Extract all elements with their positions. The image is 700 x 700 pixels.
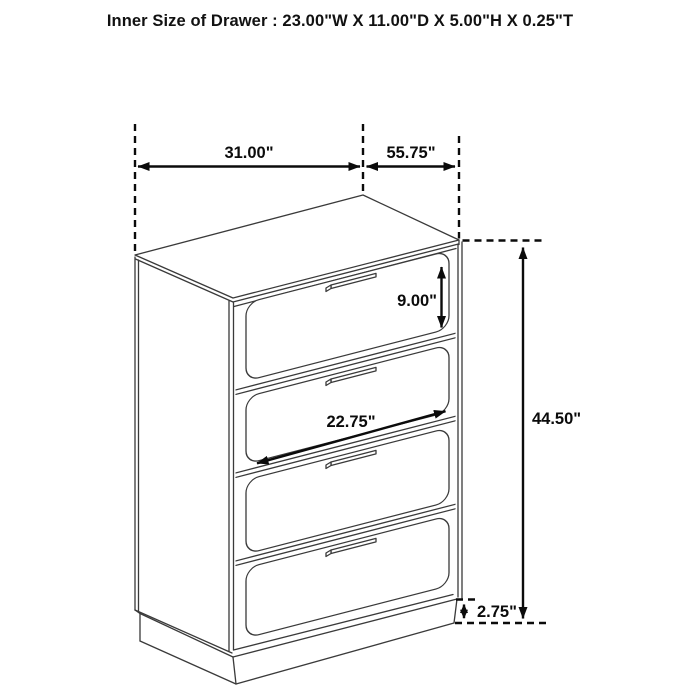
- diagram-title: Inner Size of Drawer : 23.00"W X 11.00"D X 5.00"H X 0.25"T: [106, 12, 574, 30]
- dim-label-top-depth: 55.75": [386, 144, 436, 162]
- cabinet-left-side: [135, 257, 234, 653]
- chest-drawing: [135, 195, 462, 684]
- dim-label-overall-height: 44.50": [532, 410, 582, 428]
- dim-label-drawer-height: 9.00": [397, 292, 437, 310]
- cabinet-right-edge: [458, 242, 462, 598]
- dim-label-top-width: 31.00": [224, 144, 274, 162]
- dim-label-base-height: 2.75": [477, 603, 517, 621]
- dim-label-drawer-width: 22.75": [326, 413, 376, 431]
